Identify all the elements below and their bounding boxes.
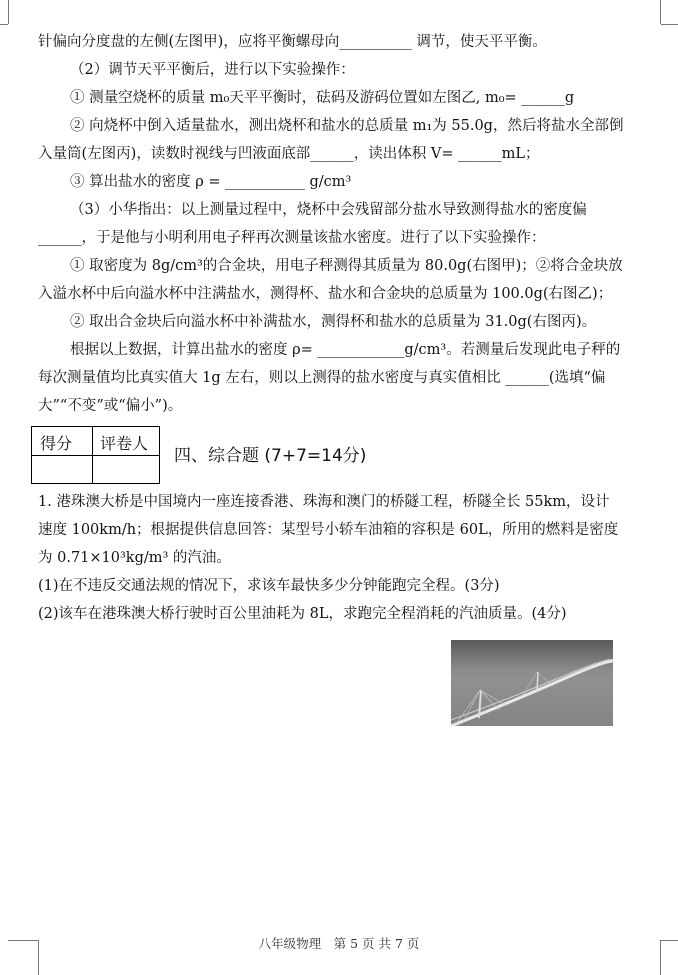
section-title: 四、综合题 (7+7=14分) [174, 446, 367, 466]
grader-label: 评卷人 [100, 434, 149, 453]
question-line: (1)在不违反交通法规的情况下，求该车最快多少分钟能跑完全程。(3分) [38, 578, 500, 594]
text-line: ② 向烧杯中倒入适量盐水，测出烧杯和盐水的总质量 m₁为 55.0g，然后将盐水全部倒 [70, 118, 624, 134]
text-line: （3）小华指出：以上测量过程中，烧杯中会残留部分盐水导致测得盐水的密度偏 [70, 202, 587, 218]
bridge-photo [451, 640, 613, 726]
score-table [31, 426, 160, 484]
text-line: ① 取密度为 8g/cm³的合金块，用电子秤测得其质量为 80.0g(右图甲)；②将合金块放 [70, 258, 623, 274]
question-line: 为 0.71×10³kg/m³ 的汽油。 [38, 550, 231, 566]
text-line: 入量筒(左图丙)，读数时视线与凹液面底部______，读出体积 V= ______mL； [38, 146, 540, 162]
text-line: （2）调节天平平衡后，进行以下实验操作： [70, 62, 355, 78]
crop-mark [0, 24, 8, 25]
crop-mark [660, 0, 661, 24]
crop-mark [661, 24, 678, 25]
table-divider [32, 455, 159, 456]
text-line: ③ 算出盐水的密度 ρ = ___________ g/cm³ [70, 174, 352, 190]
question-line: 速度 100km/h；根据提供信息回答：某型号小轿车油箱的容积是 60L，所用的燃料是密度 [38, 522, 619, 538]
crop-mark [8, 0, 9, 24]
text-line: 入溢水杯中后向溢水杯中注满盐水，测得杯、盐水和合金块的总质量为 100.0g(右图乙)； [38, 286, 613, 302]
text-line: ① 测量空烧杯的质量 m₀天平平衡时，砝码及游码位置如左图乙, m₀= ______g [70, 90, 575, 106]
question-line: (2)该车在港珠澳大桥行驶时百公里油耗为 8L，求跑完全程消耗的汽油质量。(4分) [38, 606, 567, 622]
text-line: 根据以上数据，计算出盐水的密度 ρ= ____________g/cm³。若测量后发现此电子秤的 [70, 342, 621, 358]
text-line: 大”“不变”或“偏小”)。 [38, 398, 183, 414]
text-line: ② 取出合金块后向溢水杯中补满盐水，测得杯和盐水的总质量为 31.0g(右图丙)。 [70, 314, 597, 330]
text-line: 每次测量值均比真实值大 1g 左右，则以上测得的盐水密度与真实值相比 ______(选填“偏 [38, 370, 606, 386]
page-footer: 八年级物理 第 5 页 共 7 页 [258, 936, 420, 951]
text-line: 针偏向分度盘的左侧(左图甲)，应将平衡螺母向__________ 调节，使天平平衡。 [38, 34, 547, 50]
question-line: 1. 港珠澳大桥是中国境内一座连接香港、珠海和澳门的桥隧工程，桥隧全长 55km，设计 [38, 494, 610, 510]
text-line: ______，于是他与小明利用电子秤再次测量该盐水密度。进行了以下实验操作： [38, 230, 546, 246]
score-label: 得分 [40, 434, 73, 453]
